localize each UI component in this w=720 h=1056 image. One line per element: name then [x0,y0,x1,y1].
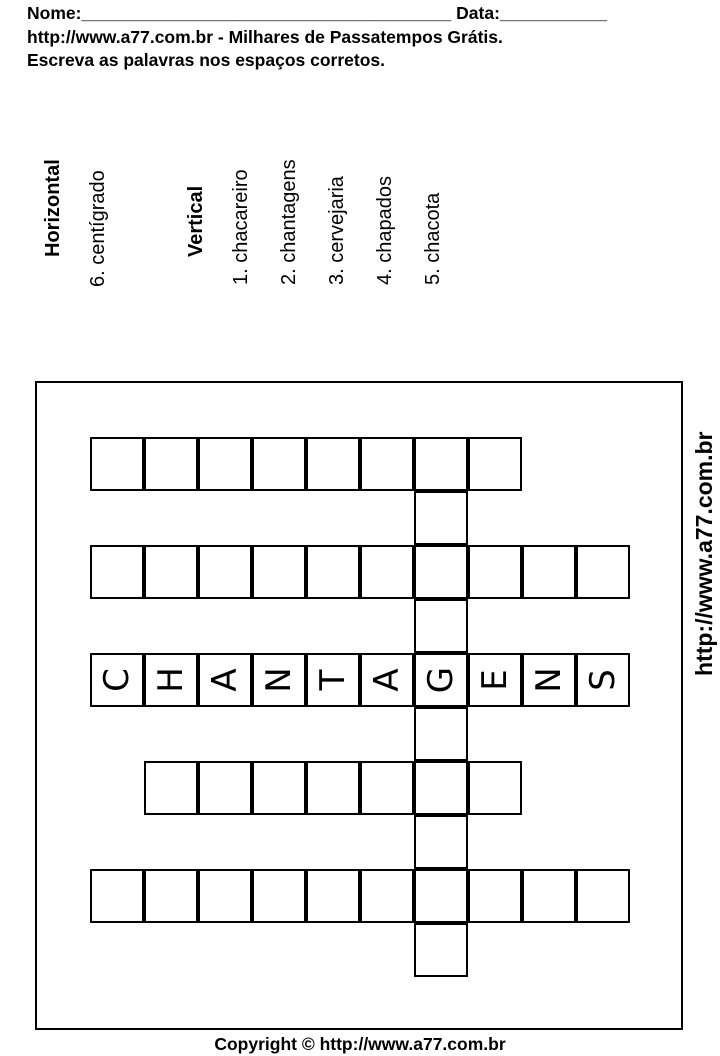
grid-cell[interactable] [468,761,522,815]
grid-cell[interactable] [414,437,468,491]
grid-cell[interactable] [144,545,198,599]
grid-cell[interactable] [360,761,414,815]
grid-cell[interactable] [360,545,414,599]
grid-cell[interactable] [576,869,630,923]
grid-cell[interactable] [414,707,468,761]
grid-cell[interactable] [144,761,198,815]
grid-cell[interactable] [576,545,630,599]
footer-copyright: Copyright © http://www.a77.com.br [214,1034,506,1054]
grid-cell[interactable] [414,869,468,923]
vertical-title: Vertical [185,185,207,257]
vertical-clue-4: 4. chapados [374,176,396,285]
grid-cell[interactable] [360,437,414,491]
grid-cell[interactable] [414,815,468,869]
grid-letter: S [583,669,623,691]
grid-cell[interactable] [414,491,468,545]
grid-cell[interactable] [306,545,360,599]
vertical-clue-3: 3. cervejaria [326,176,348,285]
grid-cell[interactable] [252,437,306,491]
grid-cell[interactable] [468,437,522,491]
grid-cell[interactable] [252,761,306,815]
grid-letter: G [421,666,461,694]
grid-letter: C [97,668,137,692]
grid-cell[interactable] [252,869,306,923]
grid-cell[interactable] [90,869,144,923]
name-date-line: Nome:______________________________________ Data:___________ [27,3,607,23]
grid-cell[interactable] [468,869,522,923]
horizontal-title: Horizontal [42,159,64,257]
site-line: http://www.a77.com.br - Milhares de Passatempos Grátis. [27,27,503,47]
grid-cell[interactable] [414,923,468,977]
grid-cell[interactable] [198,761,252,815]
horizontal-clue-6: 6. centígrado [87,170,109,287]
vertical-clue-2: 2. chantagens [278,159,300,285]
vertical-clue-1: 1. chacareiro [230,169,252,285]
vertical-clue-5: 5. chacota [422,192,444,285]
grid-cell[interactable] [306,869,360,923]
grid-cell[interactable] [414,761,468,815]
grid-letter: A [367,668,407,692]
grid-cell[interactable] [522,545,576,599]
grid-cell[interactable] [198,437,252,491]
grid-cell[interactable] [414,599,468,653]
side-url: http://www.a77.com.br [691,431,717,676]
grid-letter: T [313,669,353,691]
grid-letter: H [151,667,191,693]
grid-letter: N [529,667,569,693]
grid-cell[interactable] [144,869,198,923]
instruction-line: Escreva as palavras nos espaços corretos. [27,50,385,70]
grid-cell[interactable] [144,437,198,491]
grid-cell[interactable] [468,545,522,599]
grid-cell[interactable] [90,545,144,599]
grid-letter: A [205,668,245,692]
grid-cell[interactable] [522,869,576,923]
grid-cell[interactable] [306,761,360,815]
grid-cell[interactable] [198,545,252,599]
grid-cell[interactable] [90,437,144,491]
grid-letter: E [475,669,515,691]
grid-cell[interactable] [198,869,252,923]
grid-cell[interactable] [360,869,414,923]
grid-cell[interactable] [306,437,360,491]
grid-letter: N [259,667,299,693]
grid-cell[interactable] [252,545,306,599]
grid-cell[interactable] [414,545,468,599]
